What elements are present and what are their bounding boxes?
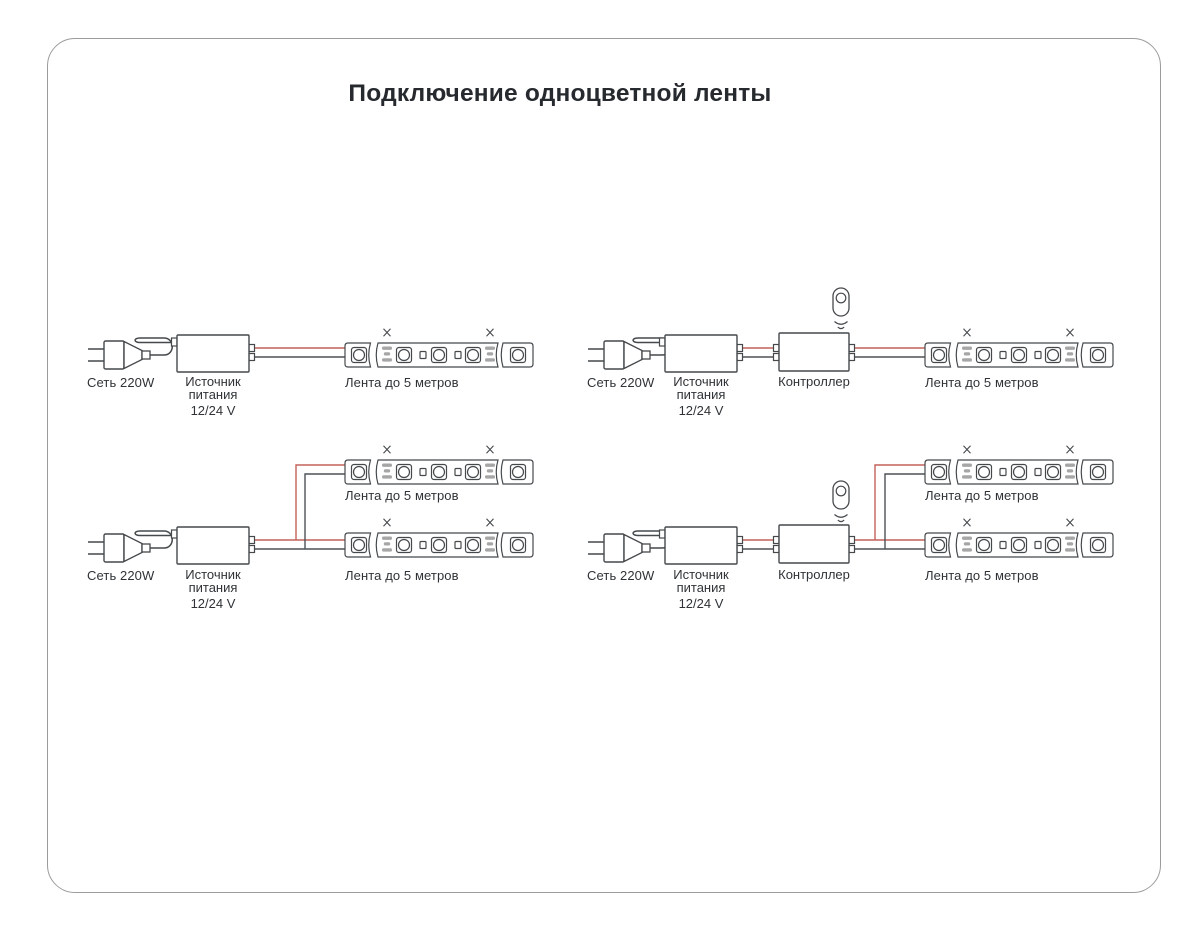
- mains-label: Сеть 220W: [87, 568, 155, 583]
- strip-label-upper: Лента до 5 метров: [345, 488, 459, 503]
- strip-label-lower: Лента до 5 метров: [925, 568, 1039, 583]
- psu-voltage-label: 12/24 V: [678, 403, 724, 418]
- psu-voltage-label: 12/24 V: [678, 596, 724, 611]
- mains-label: Сеть 220W: [587, 568, 655, 583]
- psu-label-line2: питания: [188, 580, 238, 595]
- psu-label-line2: питания: [676, 387, 726, 402]
- strip-label: Лента до 5 метров: [345, 375, 459, 390]
- page-title: Подключение одноцветной ленты: [348, 80, 772, 107]
- psu-label-line1: Источник: [185, 567, 241, 582]
- psu-voltage-label: 12/24 V: [190, 596, 236, 611]
- psu-label-line2: питания: [188, 387, 238, 402]
- psu-label-line1: Источник: [673, 567, 729, 582]
- page-frame: [47, 38, 1161, 893]
- controller-label: Контроллер: [778, 567, 850, 582]
- psu-label: [636, 568, 766, 610]
- strip-label: Лента до 5 метров: [925, 375, 1039, 390]
- strip-label-upper: Лента до 5 метров: [925, 488, 1039, 503]
- mains-label: Сеть 220W: [587, 375, 655, 390]
- psu-label-line1: Источник: [673, 374, 729, 389]
- psu-label-line1: Источник: [185, 374, 241, 389]
- psu-label: [148, 375, 278, 417]
- mains-label: Сеть 220W: [87, 375, 155, 390]
- strip-label-lower: Лента до 5 метров: [345, 568, 459, 583]
- psu-voltage-label: 12/24 V: [190, 403, 236, 418]
- psu-label: [148, 568, 278, 610]
- controller-label: Контроллер: [778, 374, 850, 389]
- psu-label-line2: питания: [676, 580, 726, 595]
- psu-label: [636, 375, 766, 417]
